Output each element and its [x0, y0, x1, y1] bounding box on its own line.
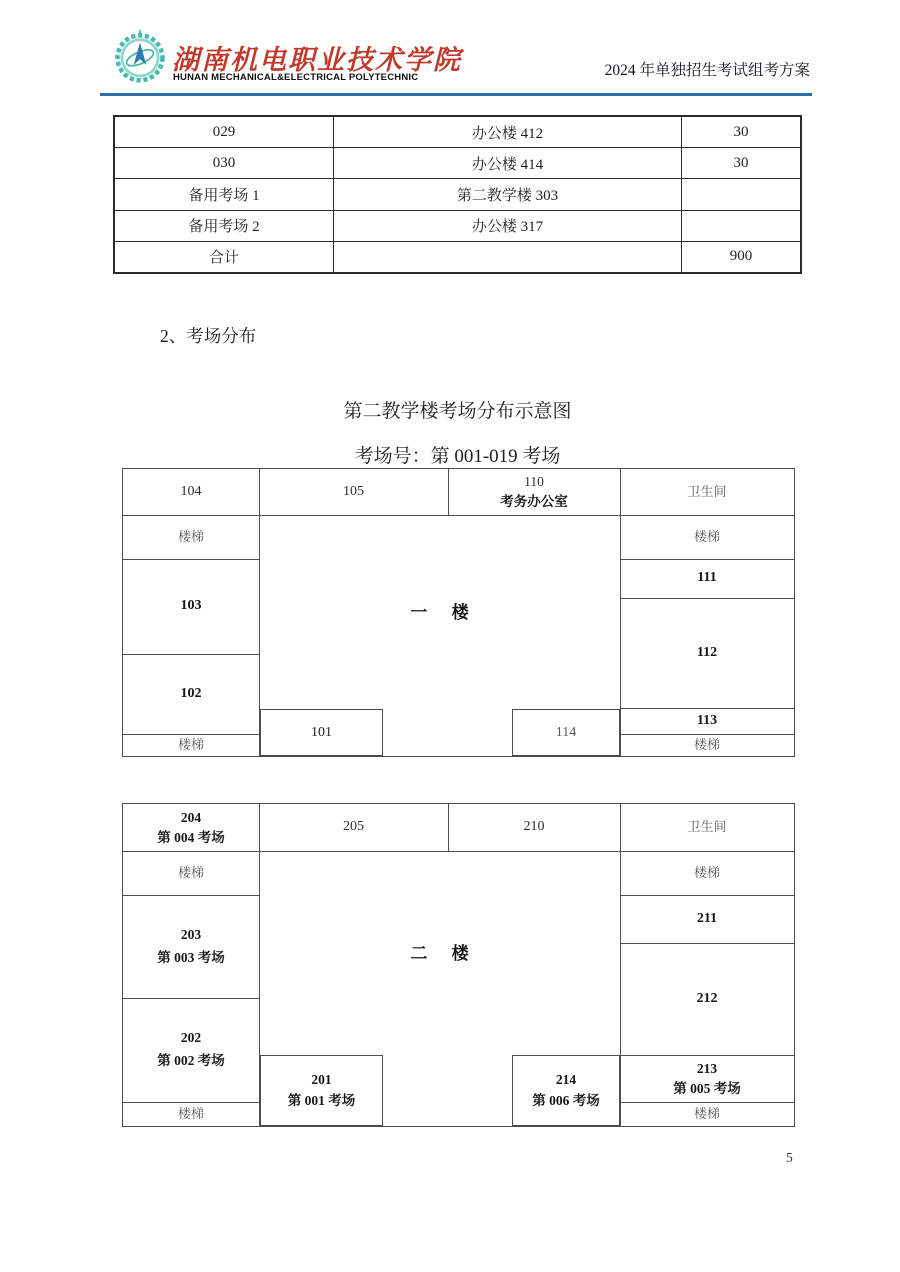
table-cell-capacity: 900	[681, 242, 800, 272]
room-number: 213	[696, 1060, 718, 1076]
room-number: 110	[524, 474, 544, 490]
room-label: 考务办公室	[500, 494, 568, 509]
floor-label-cell	[259, 932, 620, 976]
exam-room-cell	[123, 804, 259, 851]
floor1-plan	[122, 468, 795, 757]
table-cell-room-code: 备用考场 1	[188, 187, 260, 204]
room-number: 201	[311, 1072, 332, 1088]
section-heading: 2、考场分布	[160, 326, 257, 346]
document-title: 2024 年单独招生考试组考方案	[604, 62, 810, 79]
exam-room-box	[512, 1055, 620, 1126]
stair-cell	[620, 515, 794, 559]
table-cell-capacity	[681, 211, 800, 241]
stair-cell	[123, 515, 259, 559]
table-cell-room-code: 备用考场 2	[188, 219, 260, 236]
stair-label: 楼梯	[693, 1105, 720, 1121]
room-number: 202	[180, 1030, 202, 1046]
exam-room-label: 第 003 考场	[157, 949, 225, 965]
stair-cell	[620, 851, 794, 895]
room-number: 203	[180, 926, 202, 942]
exam-office-cell	[448, 469, 620, 515]
room-box	[512, 709, 620, 756]
exam-room-label: 第 004 考场	[157, 829, 225, 845]
school-logo-icon	[113, 28, 167, 84]
table-cell-location	[333, 242, 681, 272]
exam-room-label: 第 006 考场	[532, 1092, 600, 1108]
room-cell	[620, 559, 794, 598]
exam-room-label: 第 005 考场	[673, 1080, 741, 1096]
room-number: 210	[523, 819, 545, 835]
page-number: 5	[786, 1150, 793, 1165]
table-cell-location: 办公楼 414	[333, 148, 681, 178]
table-cell-location: 办公楼 317	[333, 211, 681, 241]
stair-cell	[123, 851, 259, 895]
room-cell	[620, 708, 794, 734]
stair-label: 楼梯	[693, 864, 720, 880]
table-cell-capacity: 30	[681, 148, 800, 178]
room-cell	[123, 654, 259, 734]
room-cell	[620, 895, 794, 943]
exam-room-cell	[123, 895, 259, 998]
room-number: 212	[696, 990, 718, 1006]
exam-room-cell	[620, 1055, 794, 1102]
room-cell	[123, 469, 259, 515]
room-cell	[259, 804, 448, 851]
exam-room-cell	[123, 998, 259, 1102]
table-row	[115, 210, 800, 241]
diagram-title: 第二教学楼考场分布示意图	[343, 401, 572, 422]
diagram-subtitle: 考场号：第 001-019 考场	[354, 446, 561, 467]
room-cell	[123, 559, 259, 654]
table-row-total	[115, 241, 800, 272]
stair-label: 楼梯	[177, 736, 204, 752]
exam-room-label: 第 002 考场	[157, 1053, 225, 1068]
school-name-english: HUNAN MECHANICAL&ELECTRICAL POLYTECHNIC	[173, 72, 419, 83]
table-row	[115, 178, 800, 209]
restroom-cell	[620, 469, 794, 515]
exam-room-label: 第 001 考场	[287, 1092, 356, 1108]
stair-label: 楼梯	[693, 528, 720, 544]
room-cell	[448, 804, 620, 851]
room-number: 103	[180, 598, 202, 614]
stair-cell	[123, 1102, 259, 1126]
room-number: 102	[180, 685, 202, 701]
table-cell-room-code: 029	[212, 123, 236, 140]
header-divider	[100, 93, 812, 96]
exam-room-summary-table	[113, 115, 802, 274]
school-name-chinese: 湖南机电职业技术学院	[172, 45, 462, 75]
stair-cell	[123, 734, 259, 756]
table-row	[115, 117, 800, 147]
stair-label: 楼梯	[177, 528, 204, 544]
stair-label: 楼梯	[177, 864, 204, 880]
restroom-cell	[620, 804, 794, 851]
floor-label: 一 楼	[410, 602, 479, 622]
floor-label: 二 楼	[410, 943, 479, 963]
room-number: 205	[343, 819, 364, 835]
room-cell	[259, 469, 448, 515]
room-number: 113	[696, 712, 718, 728]
room-cell	[620, 943, 794, 1055]
floor2-plan	[122, 803, 795, 1127]
exam-room-box	[260, 1055, 383, 1126]
room-number: 105	[343, 483, 364, 499]
room-cell	[620, 598, 794, 708]
room-number: 211	[696, 910, 718, 926]
table-cell-capacity: 30	[681, 117, 800, 147]
floor-label-cell	[259, 591, 620, 635]
room-number: 112	[696, 644, 718, 660]
table-cell-capacity	[681, 179, 800, 209]
restroom-label: 卫生间	[687, 483, 727, 499]
room-number: 101	[311, 725, 332, 740]
restroom-label: 卫生间	[687, 819, 727, 835]
room-box	[260, 709, 383, 756]
stair-cell	[620, 1102, 794, 1126]
room-number: 204	[180, 809, 202, 825]
stair-label: 楼梯	[693, 736, 720, 752]
table-cell-location: 第二教学楼 303	[333, 179, 681, 209]
table-row	[115, 147, 800, 178]
room-number: 214	[555, 1072, 577, 1088]
stair-cell	[620, 734, 794, 756]
table-cell-room-code: 030	[212, 154, 236, 171]
stair-label: 楼梯	[177, 1105, 204, 1121]
table-cell-location: 办公楼 412	[333, 117, 681, 147]
room-number: 114	[555, 725, 577, 740]
room-number: 111	[697, 570, 717, 586]
room-number: 104	[180, 483, 202, 499]
table-cell-room-code: 合计	[208, 250, 239, 267]
